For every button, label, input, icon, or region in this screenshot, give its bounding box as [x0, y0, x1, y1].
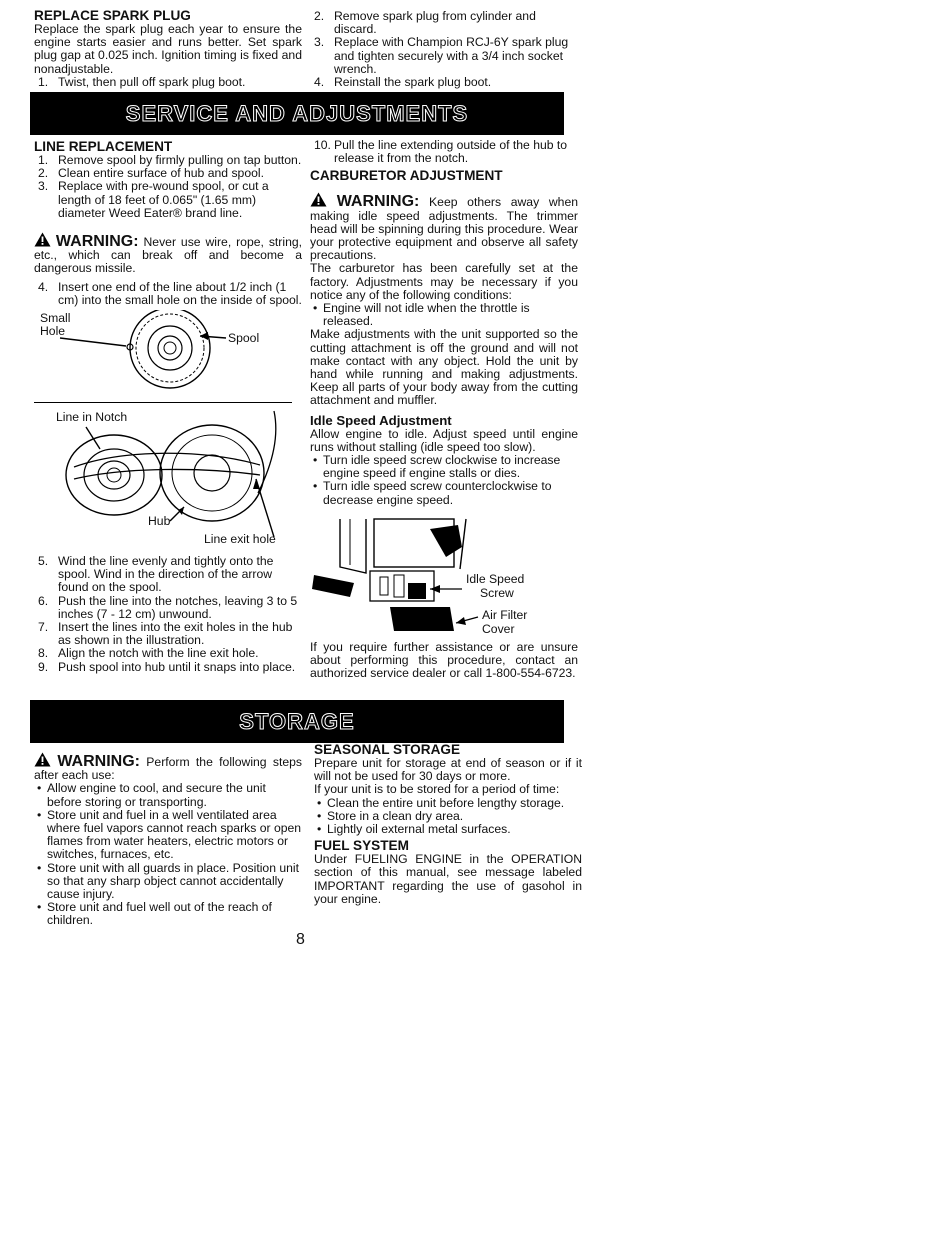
carburetor-column [310, 139, 578, 680]
warning-label: WARNING: [55, 233, 139, 251]
service-banner [30, 92, 564, 135]
warning-label: WARNING: [336, 193, 420, 211]
spark-plug-right [310, 10, 578, 89]
fuel-system-text: Under FUELING ENGINE in the OPERATION section of this manual, see message labeled IMPORTANT regarding the use of gasohol in your engine. [314, 852, 582, 906]
carburetor-figure [310, 517, 578, 641]
line-in-notch-label: Line in Notch [56, 410, 128, 425]
seasonal-storage-heading: SEASONAL STORAGE [314, 742, 461, 757]
spark-plug-steps-a [34, 76, 302, 89]
list-item: 7. Insert the lines into the exit holes in the hub as shown in the illustration. [38, 620, 293, 648]
warning-label: WARNING: [57, 753, 140, 770]
air-filter-label: Air Filter [482, 607, 528, 622]
list-item: 4. Reinstall the spark plug boot. [314, 75, 492, 90]
carburetor-bullets [310, 302, 578, 328]
storage-banner [30, 700, 564, 743]
idle-speed-label: Idle Speed [466, 571, 525, 586]
seasonal-p1: Prepare unit for storage at end of season or if it will not be used for 30 days or more. [314, 756, 582, 784]
list-item: 3. Replace with pre-wound spool, or cut a length of 18 feet of 0.065" (1.65 mm) diameter Weed Eater® brand line. [38, 179, 269, 220]
idle-speed-bullets [310, 454, 578, 507]
page-number: 8 [296, 931, 305, 948]
warning-icon [310, 192, 327, 207]
carburetor-p1: The carburetor has been carefully set at the factory. Adjustments may be necessary if you notice any of the following conditions: [310, 261, 578, 302]
list-item: 2. Clean entire surface of hub and spool. [38, 166, 264, 181]
line-steps-c [34, 555, 302, 674]
figure-divider [34, 402, 292, 403]
storage-right-column [314, 742, 582, 906]
warning-text: Keep others away when making idle speed adjustments. The trimmer head will be spinning during this procedure. Wear your protective equipment and observe all safety precautions. [310, 195, 578, 263]
list-item: 2. Remove spark plug from cylinder and discard. [314, 9, 536, 37]
list-item: • Engine will not idle when the throttle is released. [310, 302, 578, 328]
storage-bullets [34, 782, 302, 927]
list-item: • Allow engine to cool, and secure the unit before storing or transporting. [34, 782, 302, 808]
storage-banner-title: STORAGE [239, 708, 355, 734]
carburetor-p3: If you require further assistance or are unsure about performing this procedure, contact an authorized service dealer or call 1-800-554-6723. [310, 639, 578, 681]
spark-plug-steps-b [310, 10, 578, 89]
list-item: • Store unit and fuel well out of the reach of children. [34, 901, 302, 927]
hub-label: Hub [148, 514, 171, 529]
list-item: • Store unit and fuel in a well ventilated area where fuel vapors cannot reach sparks or open flames from water heaters, electric motors or switches, furnaces, etc. [34, 809, 302, 862]
list-item: 6. Push the line into the notches, leaving 3 to 5 inches (7 - 12 cm) unwound. [38, 593, 298, 621]
list-item: 5. Wind the line evenly and tightly onto the spool. Wind in the direction of the arrow found on the spool. [38, 554, 274, 595]
line-replacement-heading: LINE REPLACEMENT [34, 139, 173, 154]
warning-text: Never use wire, rope, string, etc., which can break off and become a dangerous missile. [34, 235, 303, 276]
spark-plug-intro: Replace the spark plug each year to ensure the engine starts easier and runs better. Set spark plug gap at 0.025 inch. Ignition timing is fixed and nonadjustable. [34, 22, 302, 76]
list-item: • Lightly oil external metal surfaces. [314, 823, 582, 836]
list-item: • Clean the entire unit before lengthy storage. [314, 797, 582, 810]
list-item: 3. Replace with Champion RCJ-6Y spark plug and tighten securely with a 3/4 inch socket wrench. [314, 35, 569, 76]
spark-plug-left [34, 8, 302, 89]
storage-warning [34, 752, 302, 782]
warning-icon [34, 752, 51, 767]
list-item: 1. Remove spool by firmly pulling on tap button. [38, 153, 302, 167]
carburetor-heading: CARBURETOR ADJUSTMENT [310, 168, 503, 184]
idle-speed-text: Allow engine to idle. Adjust speed until engine runs without stalling (idle speed too slow). [310, 426, 578, 454]
service-banner-title: SERVICE AND ADJUSTMENTS [125, 100, 469, 126]
carburetor-illustration [310, 517, 578, 641]
seasonal-bullets [314, 797, 582, 837]
spool-label: Spool [228, 331, 260, 346]
screw-label: Screw [480, 585, 514, 600]
carburetor-warning [310, 192, 578, 262]
list-item: 8. Align the notch with the line exit hole. [38, 646, 259, 661]
list-item: • Turn idle speed screw clockwise to increase engine speed if engine stalls or dies. [310, 454, 578, 480]
spool-figure [34, 310, 302, 402]
list-item: 4. Insert one end of the line about 1/2 inch (1 cm) into the small hole on the inside of spool. [38, 279, 302, 307]
hub-figure [34, 409, 302, 555]
idle-speed-heading: Idle Speed Adjustment [310, 412, 452, 428]
list-item: • Store unit with all guards in place. Position unit so that any sharp object cannot accidentally cause injury. [34, 862, 302, 902]
list-item: 1. Twist, then pull off spark plug boot. [38, 74, 246, 89]
warning-icon [34, 232, 51, 247]
small-hole-label: Small Hole [40, 311, 71, 339]
line-replacement-column [34, 139, 302, 674]
line-steps-a [34, 154, 302, 220]
warning-text: Perform the following steps after each use: [34, 755, 303, 783]
line-exit-hole-label: Line exit hole [204, 532, 276, 547]
cover-label: Cover [482, 621, 515, 636]
list-item: 10. Pull the line extending outside of the hub to release it from the notch. [314, 138, 568, 166]
line-steps-d [310, 139, 578, 165]
line-warning [34, 232, 302, 276]
storage-left-column [34, 752, 302, 928]
list-item: 9. Push spool into hub until it snaps into place. [38, 659, 296, 674]
carburetor-p2: Make adjustments with the unit supported so the cutting attachment is off the ground and will not make contact with any object. Hold the unit by hand while running and making adjustments. Keep all parts of your body away from the cutting attachment and muffler. [310, 327, 578, 408]
line-steps-b [34, 281, 302, 307]
fuel-system-heading: FUEL SYSTEM [314, 838, 409, 854]
list-item: • Store in a clean dry area. [314, 810, 582, 823]
list-item: • Turn idle speed screw counterclockwise to decrease engine speed. [310, 480, 578, 506]
seasonal-p2: If your unit is to be stored for a period of time: [314, 782, 560, 797]
spark-plug-heading: REPLACE SPARK PLUG [34, 8, 191, 23]
